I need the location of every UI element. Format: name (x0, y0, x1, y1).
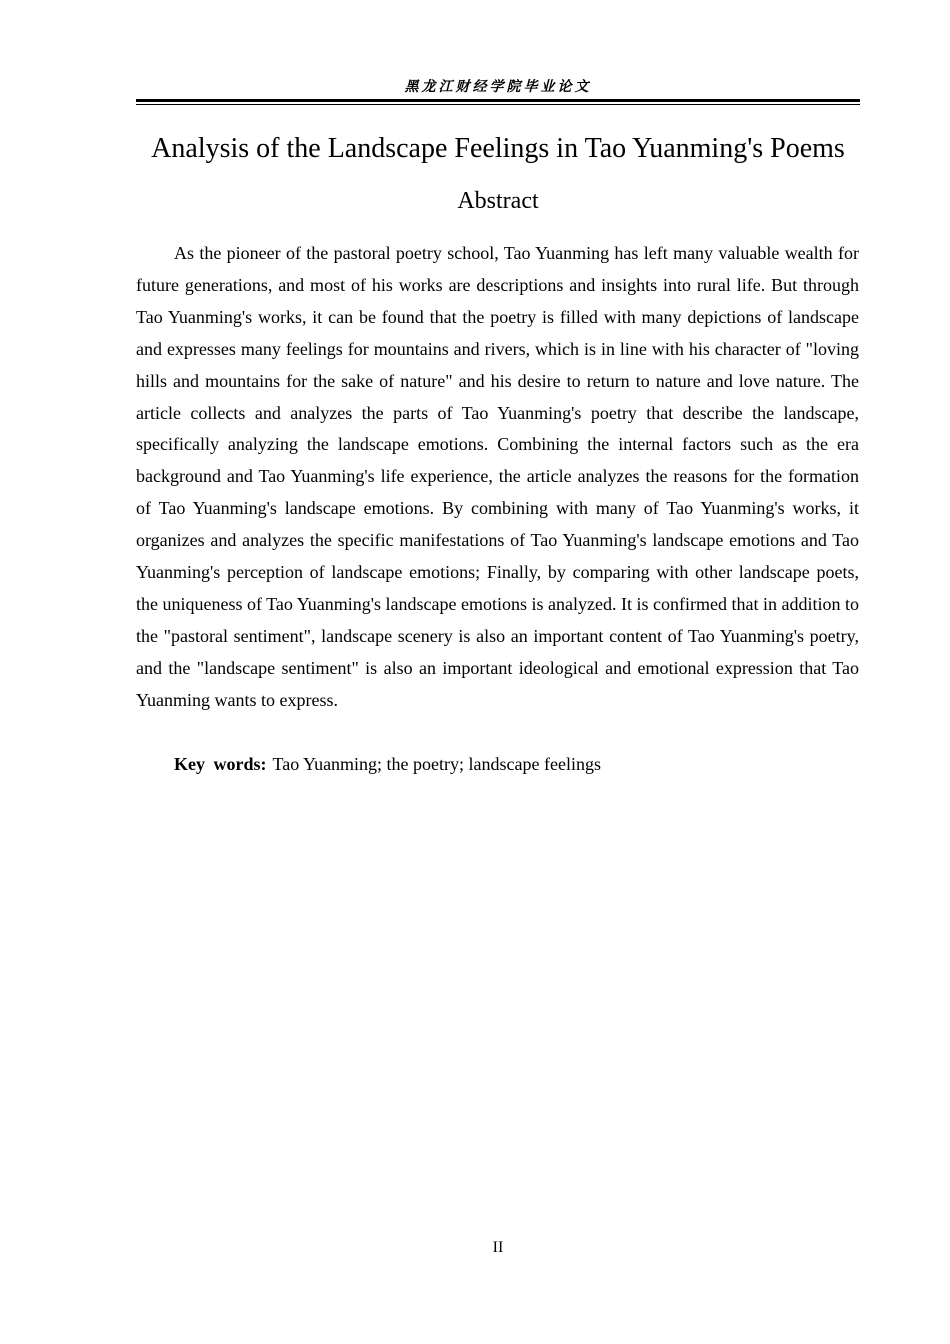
paper-title: Analysis of the Landscape Feelings in Tao Yuanming's Poems (151, 133, 845, 164)
abstract-body: As the pioneer of the pastoral poetry school, Tao Yuanming has left many valuable wealth for future generations, and most of his works are descriptions and insights into rural life. But through Tao Yuanming's works, it can be found that the poetry is filled with many depictions of landscape and expresses many feelings for mountains and rivers, which is in line with his character of "loving hills and mountains for the sake of nature" and his desire to return to nature and love nature. The article collects and analyzes the parts of Tao Yuanming's poetry that describe the landscape, specifically analyzing the landscape emotions. Combining the internal factors such as the era background and Tao Yuanming's life experience, the article analyzes the reasons for the formation of Tao Yuanming's landscape emotions. By combining with many of Tao Yuanming's works, it organizes and analyzes the specific manifestations of Tao Yuanming's landscape emotions and Tao Yuanming's perception of landscape emotions; Finally, by comparing with other landscape poets, the uniqueness of Tao Yuanming's landscape emotions is analyzed. It is confirmed that in addition to the "pastoral sentiment", landscape scenery is also an important content of Tao Yuanming's poetry, and the "landscape sentiment" is also an important ideological and emotional expression that Tao Yuanming wants to express. (136, 243, 859, 710)
page-number: II (492, 1239, 504, 1256)
keywords-label: Key words: (174, 754, 267, 774)
keywords-value: Tao Yuanming; the poetry; landscape feelings (272, 754, 601, 774)
keywords-line (136, 749, 859, 781)
header-double-rule (136, 99, 860, 105)
abstract-heading: Abstract (457, 188, 539, 214)
running-header: 黑龙江财经学院毕业论文 (404, 79, 592, 95)
